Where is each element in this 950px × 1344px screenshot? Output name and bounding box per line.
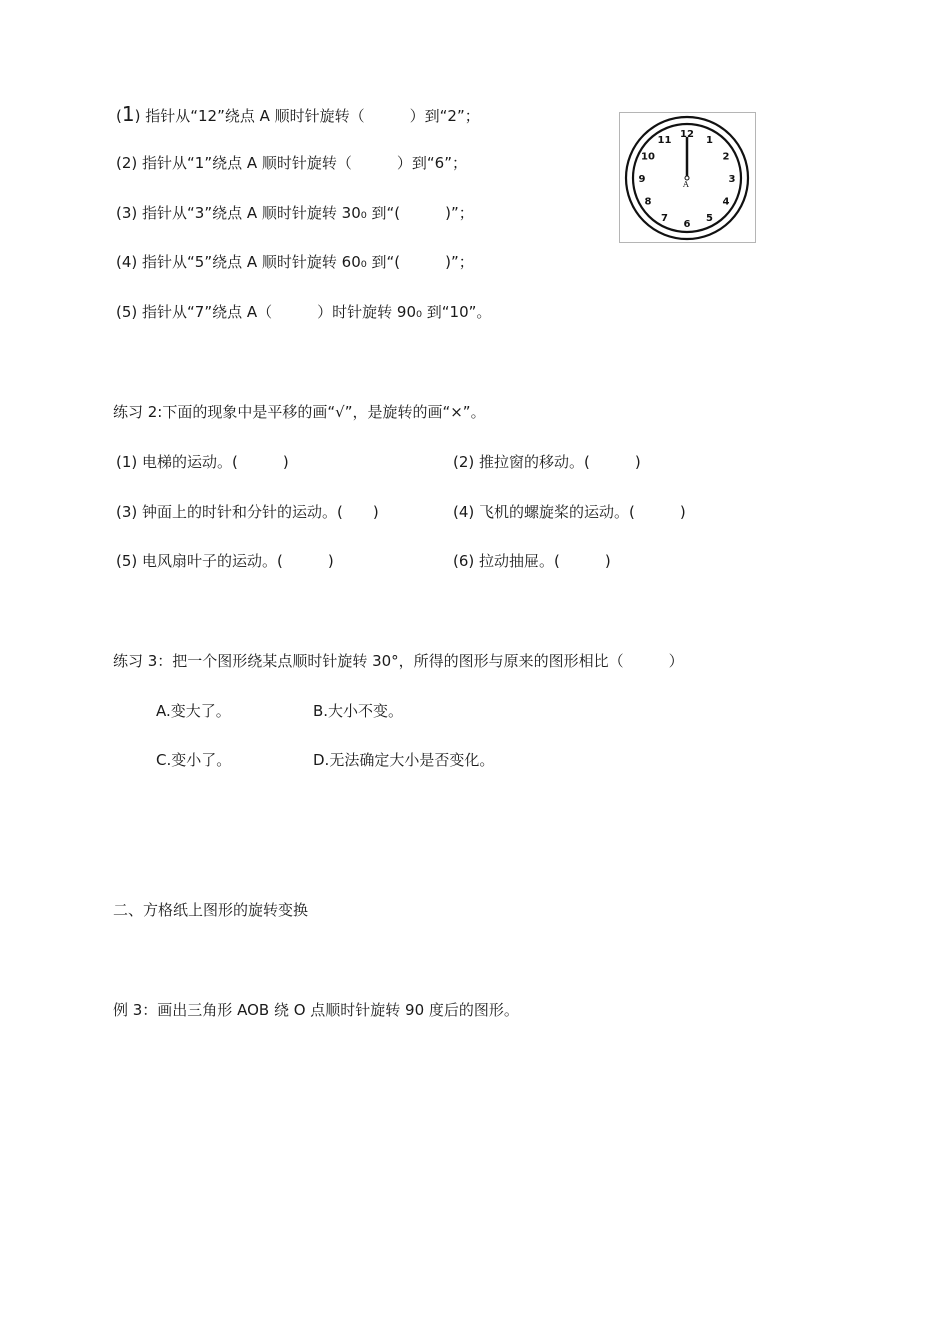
exercise2-item-4: (4) 飞机的螺旋桨的运动。( )	[453, 503, 686, 521]
item-1-close-paren: )	[134, 107, 141, 125]
clock-number-12: 12	[680, 129, 694, 140]
clock-number-6: 6	[683, 219, 691, 230]
clock-number-7: 7	[661, 213, 668, 224]
clock-number-5: 5	[706, 213, 713, 224]
exercise3-option-a: A.变大了。	[156, 702, 231, 720]
exercise3-option-d: D.无法确定大小是否变化。	[313, 751, 495, 769]
clock-face	[620, 113, 755, 242]
clock-center-label: A	[683, 180, 689, 189]
item-1-open-paren: (	[116, 107, 122, 125]
clock-number-11: 11	[657, 135, 672, 146]
exercise2-title: 练习 2:下面的现象中是平移的画“√”，是旋转的画“×”。	[113, 403, 486, 421]
exercise1-item-3: (3) 指针从“3”绕点 A 顺时针旋转 30₀ 到“( )”；	[116, 204, 474, 222]
example3-text: 例 3：画出三角形 AOB 绕 O 点顺时针旋转 90 度后的图形。	[113, 1001, 519, 1019]
clock-number-2: 2	[722, 151, 730, 163]
clock-number-10: 10	[641, 151, 655, 163]
item-1-number: 1	[121, 102, 135, 126]
clock-number-1: 1	[706, 135, 713, 146]
clock-figure	[619, 112, 756, 243]
exercise1-item-1	[116, 104, 480, 126]
exercise2-item-5: (5) 电风扇叶子的运动。( )	[116, 552, 334, 570]
exercise1-item-2: (2) 指针从“1”绕点 A 顺时针旋转（ ）到“6”；	[116, 154, 467, 172]
exercise2-item-6: (6) 拉动抽屉。( )	[453, 552, 611, 570]
exercise2-item-1: (1) 电梯的运动。( )	[116, 453, 289, 471]
exercise2-item-2: (2) 推拉窗的移动。( )	[453, 453, 641, 471]
exercise1-item-5: (5) 指针从“7”绕点 A（ ）时针旋转 90₀ 到“10”。	[116, 303, 492, 321]
exercise2-item-3: (3) 钟面上的时针和分针的运动。( )	[116, 503, 379, 521]
clock-number-4: 4	[722, 196, 730, 208]
clock-number-3: 3	[728, 174, 736, 185]
item-1-text: 指针从“12”绕点 A 顺时针旋转（ ）到“2”；	[140, 107, 480, 125]
clock-number-9: 9	[638, 174, 646, 185]
exercise1-item-4: (4) 指针从“5”绕点 A 顺时针旋转 60₀ 到“( )”；	[116, 253, 474, 271]
section2-heading: 二、方格纸上图形的旋转变换	[113, 901, 309, 919]
exercise3-option-c: C.变小了。	[156, 751, 232, 769]
clock-number-8: 8	[644, 196, 652, 208]
exercise3-title: 练习 3：把一个图形绕某点顺时针旋转 30°，所得的图形与原来的图形相比（ ）	[113, 652, 684, 670]
exercise3-option-b: B.大小不变。	[313, 702, 404, 720]
